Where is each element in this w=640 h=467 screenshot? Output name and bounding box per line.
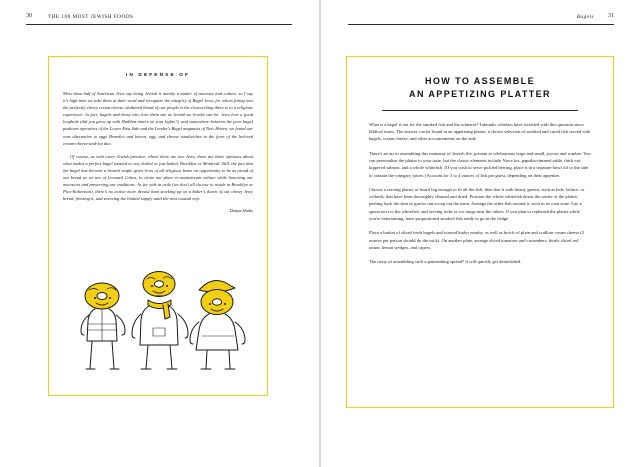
right-header-rule bbox=[348, 24, 614, 25]
essay-body bbox=[63, 90, 253, 202]
recipe-body bbox=[369, 121, 591, 266]
recipe-paragraph: What is a bagel if not for the smoked fish and the schmear? Talmudic scholars have wrestled with this question since biblical times. The answer can be found in an appetizing platter, a choice selection of smoked and cured fish served with bagels, cream cheese, and other accoutrements on the side. bbox=[369, 121, 591, 142]
essay-kicker: IN DEFENSE OF bbox=[125, 73, 191, 78]
recipe-paragraph: Place a basket of sliced fresh bagels and toasted bialys nearby, as well as bowls of plain and scallion cream cheese (2 ounces per person should do the trick). On another plate, arrange sliced tomatoes and cucumbers, thinly sliced red onion, lemon wedges, and capers. bbox=[369, 230, 585, 250]
recipe-title-line-2: AN APPETIZING PLATTER bbox=[409, 89, 551, 99]
page-gutter bbox=[319, 0, 321, 467]
illustration-figure-right bbox=[190, 280, 245, 369]
essay-paragraph: More than half of American Jews say being Jewish is mainly a matter of ancestry and culture, so I say it's high time we take them at their word and recognize the integrity of Bagel Jews, for whom fitting into the perfectly chewy cream cheese–slathered bread of our people is the closest thing there is to a religious experience. In fact, bagels and those who love them are as Jewish as Jewish can be. Jews love a good loophole (did you grow up with Shabbat timers on your lights?), and somewhere between the poor bagel pushcart operators of the Lower East Side and the Lender's Bagel magnates of New Haven, we found our own alternative to eggs Benedict and bacon, egg, and cheese sandwiches in the form of the beloved cream-cheese-and-lox duo. bbox=[63, 91, 253, 146]
recipe-paragraph: The irony of assembling such a painstaking spread? It will quickly get demolished. bbox=[369, 259, 522, 265]
recipe-title-rule bbox=[382, 110, 578, 111]
left-header-rule bbox=[26, 24, 292, 25]
illustration-figure-left bbox=[81, 283, 125, 369]
illustration-figure-center bbox=[132, 272, 188, 370]
left-running-head: THE 100 MOST JEWISH FOODS bbox=[48, 14, 134, 20]
essay-signature: Danya Shults bbox=[229, 208, 253, 214]
right-running-head: Bagels bbox=[576, 14, 594, 20]
right-page bbox=[320, 0, 640, 467]
essay-paragraph: Of course, as with every Jewish practice, where there are two Jews, there are three opinions about what makes a perfect bagel toasted or not, boiled or just baked, Brooklyn or Montreal. Still, the fact that the bagel has become a brunch staple gives Jews of all religious bents an opportunity to be as proud of our bread as we are of Leonard Cohen, to claim our place in mainstream culture while honoring our ancestors and preserving our traditions. As for yids in exile (we don't all choose to reside in Brooklyn or Pico-Robertson), there's no action more devout than stocking up on a baker's dozen of our chewy Jewy bread, freezing it, and savoring the limited supply until the next coastal trip. bbox=[63, 153, 253, 202]
recipe-box bbox=[346, 56, 614, 408]
recipe-paragraph: Choose a serving platter or board big enough to fit all the fish, then line it with hearty greens, such as kale, lettuce, or collards, that have been thoroughly cleaned and dried. Position the whole whitefish down the center of the platter, peeling back the skin so guests can scoop out the meat. Arrange the other fish around it, each in its own zone. Lay a spoon next to the whitefish, and serving forks or ice tongs near the others. If you plan to replenish the platter while you're entertaining, have proportioned smoked fish ready to go in the fridge. bbox=[369, 186, 585, 222]
left-page-folio: 30 bbox=[26, 13, 32, 19]
right-page-folio: 31 bbox=[608, 13, 614, 19]
recipe-paragraph: There's an art to assembling this mainstay of Jewish life, present at celebrations large and small, joyous and somber. You can personalize the platter to your taste, but the classic elements include Nova lox, paprika-rimmed sable, thick-cut kippered salmon, and a whole whitefish. (If you wish to serve pickled herring, place it in a separate bowl off to the side to contain the vinegary juices.) Account for 3 to 4 ounces of fish per guest, depending on their appetites. bbox=[369, 150, 591, 178]
recipe-title-line-1: HOW TO ASSEMBLE bbox=[424, 76, 535, 86]
bagel-people-illustration bbox=[62, 262, 258, 392]
recipe-title bbox=[371, 75, 589, 101]
